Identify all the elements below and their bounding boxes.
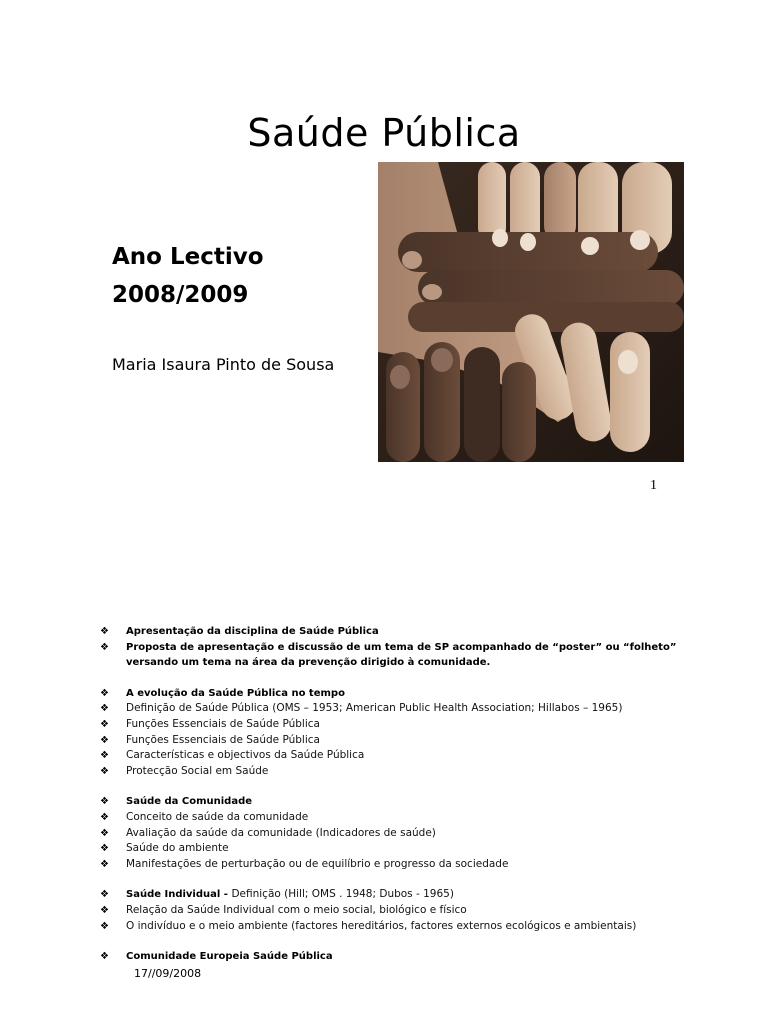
document-date: 17//09/2008	[134, 967, 202, 980]
diamond-bullet-icon: ❖	[100, 641, 109, 653]
author-name: Maria Isaura Pinto de Sousa	[112, 355, 335, 374]
academic-year-label: Ano Lectivo	[112, 244, 264, 270]
agenda-item-detail: Protecção Social em Saúde	[126, 764, 269, 777]
agenda-item-detail: Manifestações de perturbação ou de equilíbrio e progresso da sociedade	[126, 857, 509, 870]
page-number: 1	[650, 478, 657, 493]
agenda-item-text	[126, 919, 680, 935]
agenda-item-heading: Saúde da Comunidade	[126, 796, 253, 808]
agenda-item	[100, 640, 680, 671]
agenda-item	[100, 748, 680, 764]
agenda-item-text	[126, 857, 680, 873]
agenda-item	[100, 919, 680, 935]
academic-year-value: 2008/2009	[112, 282, 249, 308]
page-title: Saúde Pública	[247, 111, 521, 156]
agenda-item-heading: Saúde Individual -	[126, 889, 232, 901]
diamond-bullet-icon: ❖	[100, 626, 109, 637]
agenda-item	[100, 841, 680, 857]
diamond-bullet-icon: ❖	[100, 920, 109, 932]
agenda-item-detail: Definição de Saúde Pública (OMS – 1953; American Public Health Association; Hillabos – 1965)	[126, 702, 623, 715]
agenda-item-text	[126, 624, 680, 640]
agenda-item-text	[126, 810, 680, 826]
diamond-bullet-icon: ❖	[100, 687, 109, 699]
stacked-hands-photo	[378, 162, 684, 462]
course-agenda-list	[100, 624, 680, 965]
diamond-bullet-icon: ❖	[100, 827, 109, 839]
agenda-item	[100, 949, 680, 965]
diamond-bullet-icon: ❖	[100, 750, 109, 762]
agenda-item-detail: Avaliação da saúde da comunidade (Indicadores de saúde)	[126, 826, 436, 839]
agenda-item-detail: Funções Essenciais de Saúde Pública	[126, 733, 320, 746]
agenda-item-text	[126, 826, 680, 842]
agenda-item	[100, 903, 680, 919]
agenda-item	[100, 857, 680, 873]
agenda-item	[100, 733, 680, 749]
agenda-item-detail: Definição (Hill; OMS . 1948; Dubos - 1965)	[231, 888, 454, 901]
agenda-item-detail: O indivíduo e o meio ambiente (factores hereditários, factores externos ecológicos e ambientais)	[126, 919, 637, 932]
agenda-item	[100, 794, 680, 810]
agenda-item	[100, 810, 680, 826]
agenda-item-heading: Comunidade Europeia Saúde Pública	[126, 951, 333, 963]
agenda-item-text	[126, 701, 680, 717]
agenda-item	[100, 717, 680, 733]
agenda-item-text	[126, 717, 680, 733]
agenda-item	[100, 624, 680, 640]
agenda-item-text	[126, 764, 680, 780]
agenda-item-heading: Proposta de apresentação e discussão de um tema de SP acompanhado de “poster” ou “folheto” versando um tema na área da prevenção dirigido à comunidade.	[126, 641, 677, 669]
agenda-item-text	[126, 903, 680, 919]
agenda-item-heading: A evolução da Saúde Pública no tempo	[126, 687, 345, 699]
agenda-item	[100, 826, 680, 842]
agenda-item	[100, 764, 680, 780]
diamond-bullet-icon: ❖	[100, 718, 109, 730]
agenda-item-text	[126, 841, 680, 857]
diamond-bullet-icon: ❖	[100, 734, 109, 746]
diamond-bullet-icon: ❖	[100, 843, 109, 855]
diamond-bullet-icon: ❖	[100, 858, 109, 870]
agenda-item-detail: Saúde do ambiente	[126, 842, 229, 855]
agenda-item	[100, 686, 680, 702]
diamond-bullet-icon: ❖	[100, 703, 109, 715]
agenda-item-detail: Características e objectivos da Saúde Pública	[126, 749, 365, 762]
agenda-item-text	[126, 640, 680, 671]
agenda-item	[100, 701, 680, 717]
diamond-bullet-icon: ❖	[100, 811, 109, 823]
agenda-item-text	[126, 686, 680, 702]
diamond-bullet-icon: ❖	[100, 765, 109, 777]
agenda-item-text	[126, 949, 680, 965]
agenda-item-text	[126, 887, 680, 903]
agenda-item-text	[126, 733, 680, 749]
agenda-item-detail: Funções Essenciais de Saúde Pública	[126, 717, 320, 730]
agenda-item-heading: Apresentação da disciplina de Saúde Pública	[126, 626, 379, 637]
diamond-bullet-icon: ❖	[100, 796, 109, 808]
diamond-bullet-icon: ❖	[100, 904, 109, 916]
agenda-item-detail: Relação da Saúde Individual com o meio social, biológico e físico	[126, 903, 467, 916]
agenda-item-detail: Conceito de saúde da comunidade	[126, 810, 309, 823]
diamond-bullet-icon: ❖	[100, 951, 109, 963]
agenda-item	[100, 887, 680, 903]
diamond-bullet-icon: ❖	[100, 889, 109, 901]
agenda-item-text	[126, 794, 680, 810]
agenda-item-text	[126, 748, 680, 764]
